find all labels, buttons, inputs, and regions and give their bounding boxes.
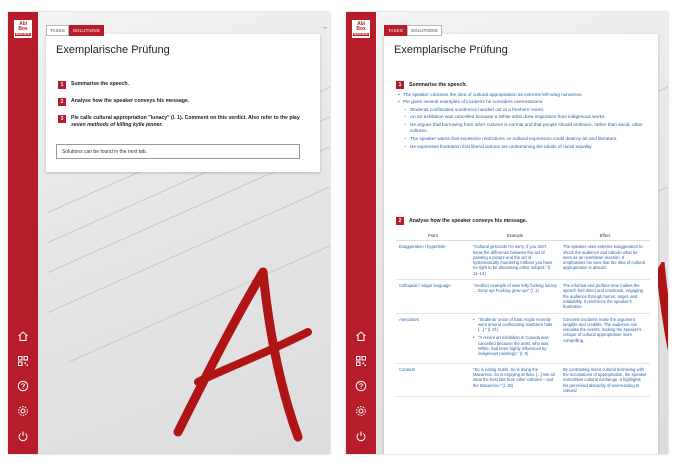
table-row — [396, 363, 650, 396]
help-icon[interactable] — [17, 380, 29, 392]
table-row — [396, 241, 650, 280]
column-header-point: Point — [396, 231, 470, 241]
solutions-screen — [346, 12, 668, 454]
page-title: Exemplarische Prüfung — [394, 44, 508, 56]
tab-tasks[interactable]: TASKS — [46, 25, 69, 36]
tab-solutions[interactable]: SOLUTIONS — [69, 25, 104, 36]
analysis-table — [396, 231, 650, 397]
home-icon[interactable] — [355, 330, 367, 342]
example-cell: "So is eating Sushi. So is doing the Macarena. So is enjoying at Ikea. [...] We all steal the best bits from other cultures – and the Macarena." (l. 18) — [470, 363, 560, 396]
task-text-italic: seven methods of killing kylie jenner. — [71, 121, 163, 128]
section-heading — [396, 217, 527, 225]
task-text: Analyse how the speaker conveys his message. — [71, 98, 190, 104]
task-number: 1 — [58, 81, 66, 89]
task-number: 2 — [396, 217, 404, 225]
effect-cell: Concrete incidents make the argument tangible and credible. The audience can visualise the events, making the speaker's critique of cultural appropriation more compelling. — [560, 313, 650, 363]
task-text-main: Pie calls cultural appropriation "lunacy" (l. 1). Comment on this verdict. Also refer to the play — [71, 115, 300, 121]
logo-text: Abi — [357, 21, 365, 27]
sidebar — [8, 12, 38, 454]
help-icon[interactable] — [355, 380, 367, 392]
power-icon[interactable] — [355, 430, 367, 442]
effect-cell: The informal and profane tone makes the speech feel direct and emotional, engaging the audience through humor, anger, and relatability. It reinforces the speaker's frustration. — [560, 280, 650, 313]
example-item: • "A recent art exhibition in Canada was cancelled because the artist, who was White, had been highly influenced by indigenous paintings." (l. 9) — [473, 335, 557, 356]
summary-subbullet: – The speaker warns that excessive restrictions on cultural expression could destroy art and literature. — [398, 136, 650, 142]
task-item — [58, 81, 129, 89]
task-text: Summarise the speech. — [71, 81, 129, 87]
summary-subbullet: – He argues that borrowing from other cultures is normal and that people should embrace, rather than avoid, other cultures. — [398, 122, 650, 135]
abibox-logo[interactable] — [14, 20, 32, 38]
summary-bullets — [398, 92, 650, 152]
task-item — [58, 115, 306, 128]
example-cell — [470, 313, 560, 363]
point-cell: Colloquial / vulgar language — [396, 280, 470, 313]
effect-cell: The speaker uses extreme exaggeration to shock the audience and ridicule what he sees as an overblown reaction. It emphasises his view that the idea of cultural appropriation is absurd. — [560, 241, 650, 280]
sidebar — [346, 12, 376, 454]
home-icon[interactable] — [17, 330, 29, 342]
point-cell: Anecdotes — [396, 313, 470, 363]
next-arrow-icon[interactable]: → — [321, 24, 328, 31]
task-card — [46, 34, 320, 172]
solutions-note: Solutions can be found in the next tab. — [56, 144, 300, 159]
tab-bar — [384, 25, 442, 36]
settings-icon[interactable] — [355, 405, 367, 417]
point-cell: Contrast — [396, 363, 470, 396]
task-number: 2 — [58, 98, 66, 106]
page-title: Exemplarische Prüfung — [56, 44, 170, 56]
summary-subbullet: – An art exhibition was cancelled because a White artist drew inspiration from indigenous works. — [398, 114, 650, 120]
power-icon[interactable] — [17, 430, 29, 442]
logo-text: Box — [356, 26, 366, 32]
tab-bar — [46, 25, 104, 36]
logo-text: Box — [18, 26, 28, 32]
effect-cell: By contrasting minor cultural borrowing with the accusations of appropriation, the speaker normalises cultural exchange. It highlights his perceived absurdity of overreacting to cultural — [560, 363, 650, 396]
solution-card — [384, 34, 658, 454]
example-cell: "Cultural genocide I'm sorry, if you don't know the difference between the act of painting a picture and the act of systematically murdering millions you have no right to be discussing either subject." (l. 11–14) — [470, 241, 560, 280]
column-header-example: Example — [470, 231, 560, 241]
task-text: Analyse how the speaker conveys his message. — [409, 217, 528, 224]
table-header-row — [396, 231, 650, 241]
tab-solutions[interactable]: SOLUTIONS — [407, 25, 442, 36]
summary-bullet: • The speaker criticises the idea of cultural appropriation as extreme left-wing nonsense. — [398, 92, 650, 98]
section-heading — [396, 81, 467, 89]
settings-icon[interactable] — [17, 405, 29, 417]
task-item — [58, 98, 189, 106]
task-text: Summarise the speech. — [409, 81, 467, 88]
logo-text: ENGLISCH — [353, 32, 369, 36]
task-text — [71, 115, 306, 128]
qr-code-icon[interactable] — [17, 355, 29, 367]
summary-bullet: • Pie gives several examples of incidents he considers overreactions: — [398, 99, 650, 105]
table-row — [396, 313, 650, 363]
point-cell: Exaggeration / hyperbole — [396, 241, 470, 280]
sidebar-icons — [346, 330, 376, 442]
logo-text: ENGLISCH — [15, 32, 31, 36]
qr-code-icon[interactable] — [355, 355, 367, 367]
summary-subbullet: – He expresses frustration that liberal actions are undermining the ideals of racial equality. — [398, 144, 650, 150]
task-number: 1 — [396, 81, 404, 89]
task-number: 3 — [58, 115, 66, 123]
table-row — [396, 280, 650, 313]
red-grade-a-image — [158, 262, 318, 452]
example-list — [473, 317, 557, 357]
tab-tasks[interactable]: TASKS — [384, 25, 407, 36]
example-cell: "Another example of utter lefty fucking lunacy ... Grow up! Fucking grow up!" (l. 1) — [470, 280, 560, 313]
sidebar-icons — [8, 330, 38, 442]
tasks-screen — [8, 12, 330, 454]
logo-text: Abi — [19, 21, 27, 27]
abibox-logo[interactable] — [352, 20, 370, 38]
example-item: • "Students' union of East Anglia recently went around confiscating sombrero hats [...]." (l. 3f.) — [473, 317, 557, 333]
summary-subbullet: – Students confiscated sombreros handed out at a freshers' event. — [398, 107, 650, 113]
column-header-effect: Effect — [560, 231, 650, 241]
